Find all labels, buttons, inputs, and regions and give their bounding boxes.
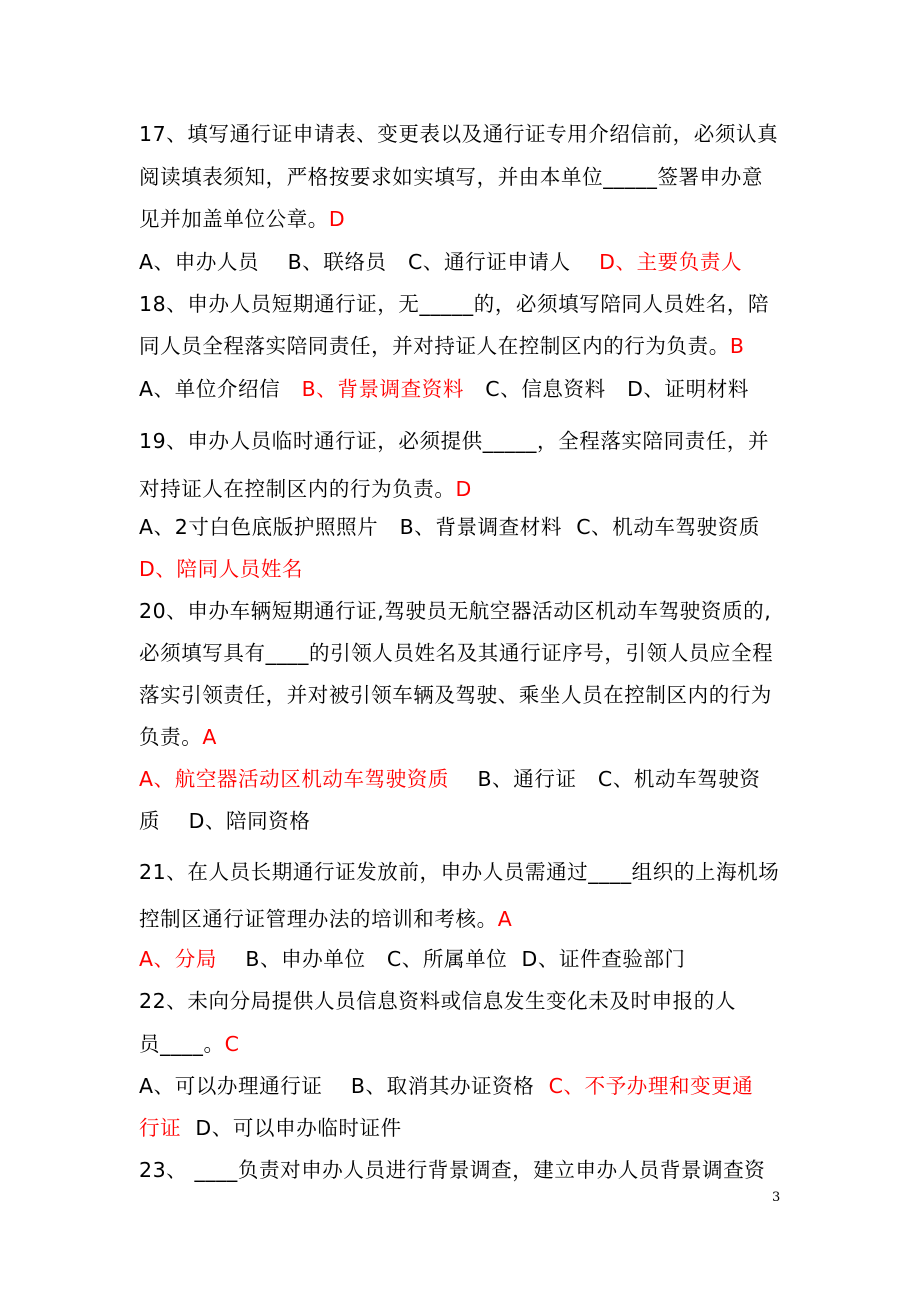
question-text: B、通行证 C、机动车驾驶资 (449, 767, 761, 791)
text-line (139, 905, 512, 933)
text-line (139, 858, 779, 886)
question-text: A、申办人员 B、联络员 C、通行证申请人 (139, 250, 600, 274)
text-line (139, 555, 303, 583)
answer-text: C (224, 1032, 240, 1056)
answer-text: A、分局 (139, 947, 217, 971)
answer-text: A (497, 907, 513, 931)
question-text: 17、填写通行证申请表、变更表以及通行证专用介绍信前，必须认真 (139, 122, 779, 146)
answer-text: D (328, 207, 346, 231)
question-text: 质 D、陪同资格 (139, 809, 311, 833)
text-line (139, 120, 778, 148)
text-line (139, 681, 772, 709)
answer-text: D、陪同人员姓名 (139, 557, 304, 581)
answer-text: A、航空器活动区机动车驾驶资质 (139, 767, 450, 791)
answer-text: B (729, 334, 745, 358)
question-text: 必须填写具有____的引领人员姓名及其通行证序号，引领人员应全程 (139, 641, 774, 665)
answer-text: C、不予办理和变更通 (548, 1074, 754, 1098)
text-line (139, 375, 749, 403)
text-line (139, 1114, 402, 1142)
answer-text: A (202, 725, 217, 749)
answer-text: D (455, 477, 472, 501)
text-line (139, 807, 310, 835)
text-line (139, 597, 771, 625)
question-text: 员____。 (139, 1032, 225, 1056)
text-line (139, 513, 760, 541)
answer-text: 行证 (139, 1116, 182, 1140)
text-line (139, 723, 217, 751)
text-line (139, 248, 742, 276)
text-line (139, 205, 345, 233)
text-line (139, 987, 736, 1015)
text-line (139, 1072, 753, 1100)
question-text: 22、未向分局提供人员信息资料或信息发生变化未及时申报的人 (139, 989, 736, 1013)
text-line (139, 332, 744, 360)
question-text: 20、申办车辆短期通行证,驾驶员无航空器活动区机动车驾驶资质的, (139, 599, 772, 623)
question-text: 落实引领责任，并对被引领车辆及驾驶、乘坐人员在控制区内的行为 (139, 683, 772, 707)
question-text: 对持证人在控制区内的行为负责。 (139, 477, 456, 501)
question-text: 18、申办人员短期通行证，无_____的，必须填写陪同人员姓名，陪 (139, 292, 770, 316)
text-line (139, 163, 763, 191)
question-text: 21、在人员长期通行证发放前，申办人员需通过____组织的上海机场 (139, 860, 780, 884)
text-line (139, 765, 761, 793)
question-text: 19、申办人员临时通行证，必须提供_____，全程落实陪同责任，并 (139, 429, 770, 453)
text-line (139, 475, 472, 503)
text-line (139, 1156, 765, 1184)
text-line (139, 639, 773, 667)
question-text: 23、 ____负责对申办人员进行背景调查，建立申办人员背景调查资 (139, 1158, 766, 1182)
text-line (139, 1030, 240, 1058)
answer-text: D、主要负责人 (599, 250, 743, 274)
question-text: A、2寸白色底版护照照片 B、背景调查材料 C、机动车驾驶资质 (139, 515, 760, 539)
question-text: C、信息资料 D、证明材料 (463, 377, 749, 401)
question-text: 负责。 (139, 725, 203, 749)
question-text: A、单位介绍信 (139, 377, 302, 401)
text-line (139, 290, 769, 318)
question-text: 控制区通行证管理办法的培训和考核。 (139, 907, 498, 931)
question-text: B、申办单位 C、所属单位 D、证件查验部门 (216, 947, 686, 971)
question-text: 同人员全程落实陪同责任，并对持证人在控制区内的行为负责。 (139, 334, 730, 358)
question-text: D、可以申办临时证件 (181, 1116, 402, 1140)
question-text: 阅读填表须知，严格按要求如实填写，并由本单位_____签署申办意 (139, 165, 763, 189)
page-number: 3 (772, 1190, 781, 1205)
answer-text: B、背景调查资料 (301, 377, 464, 401)
question-text: A、可以办理通行证 B、取消其办证资格 (139, 1074, 549, 1098)
question-text: 见并加盖单位公章。 (139, 207, 329, 231)
text-line (139, 427, 769, 455)
text-line (139, 945, 686, 973)
